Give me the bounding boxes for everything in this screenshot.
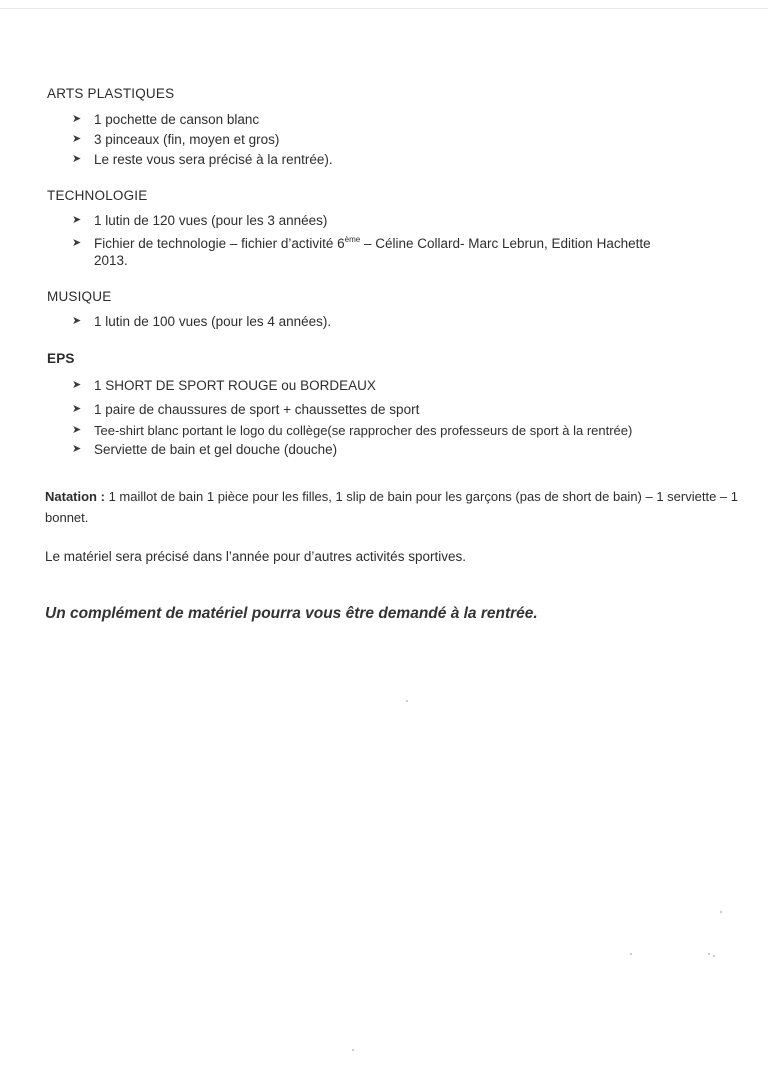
list-item-text: 1 paire de chaussures de sport + chaussettes de sport (94, 402, 420, 417)
natation-paragraph (45, 486, 745, 528)
list-item-text-continued: 2013. (94, 253, 128, 268)
list-item-text: 1 pochette de canson blanc (94, 112, 260, 127)
list-item-text: 3 pinceaux (fin, moyen et gros) (94, 132, 280, 147)
activities-note: Le matériel sera précisé dans l’année pour d’autres activités sportives. (45, 549, 466, 564)
arrow-bullet-icon: ➤ (72, 379, 82, 391)
arrow-bullet-icon: ➤ (72, 403, 82, 415)
scan-speck (713, 955, 715, 957)
scan-speck (406, 700, 408, 702)
section-title-arts-plastiques: ARTS PLASTIQUES (47, 86, 175, 101)
natation-label: Natation : (45, 489, 105, 504)
list-item-text (94, 235, 714, 252)
arrow-bullet-icon: ➤ (72, 237, 82, 249)
superscript-ordinal: ème (344, 235, 361, 244)
list-item-text: Serviette de bain et gel douche (douche) (94, 442, 338, 457)
scan-speck (630, 953, 632, 955)
section-title-musique: MUSIQUE (47, 289, 112, 304)
list-item-text: Tee-shirt blanc portant le logo du collège(se rapprocher des professeurs de sport à la rentrée) (94, 423, 633, 438)
arrow-bullet-icon: ➤ (72, 113, 82, 125)
list-item-text: Le reste vous sera précisé à la rentrée). (94, 152, 333, 167)
scan-edge-line (0, 8, 768, 9)
natation-text: 1 maillot de bain 1 pièce pour les filles, 1 slip de bain pour les garçons (pas de short de bain) – 1 serviette – 1 bonnet. (45, 489, 738, 525)
final-note: Un complément de matériel pourra vous être demandé à la rentrée. (45, 605, 538, 622)
arrow-bullet-icon: ➤ (72, 424, 82, 436)
scan-speck (720, 911, 722, 913)
section-title-technologie: TECHNOLOGIE (47, 188, 148, 203)
arrow-bullet-icon: ➤ (72, 133, 82, 145)
list-item-text: 1 lutin de 120 vues (pour les 3 années) (94, 213, 328, 228)
scan-speck (352, 1049, 354, 1051)
arrow-bullet-icon: ➤ (72, 443, 82, 455)
list-item-text-part: – Céline Collard- Marc Lebrun, Edition Hachette (360, 236, 651, 251)
section-title-eps: EPS (47, 351, 75, 366)
arrow-bullet-icon: ➤ (72, 315, 82, 327)
scan-speck (708, 953, 710, 955)
list-item-text: 1 lutin de 100 vues (pour les 4 années). (94, 314, 332, 329)
arrow-bullet-icon: ➤ (72, 214, 82, 226)
arrow-bullet-icon: ➤ (72, 153, 82, 165)
list-item-text: 1 SHORT DE SPORT ROUGE ou BORDEAUX (94, 378, 376, 393)
list-item-text-part: Fichier de technologie – fichier d’activité 6 (94, 236, 345, 251)
